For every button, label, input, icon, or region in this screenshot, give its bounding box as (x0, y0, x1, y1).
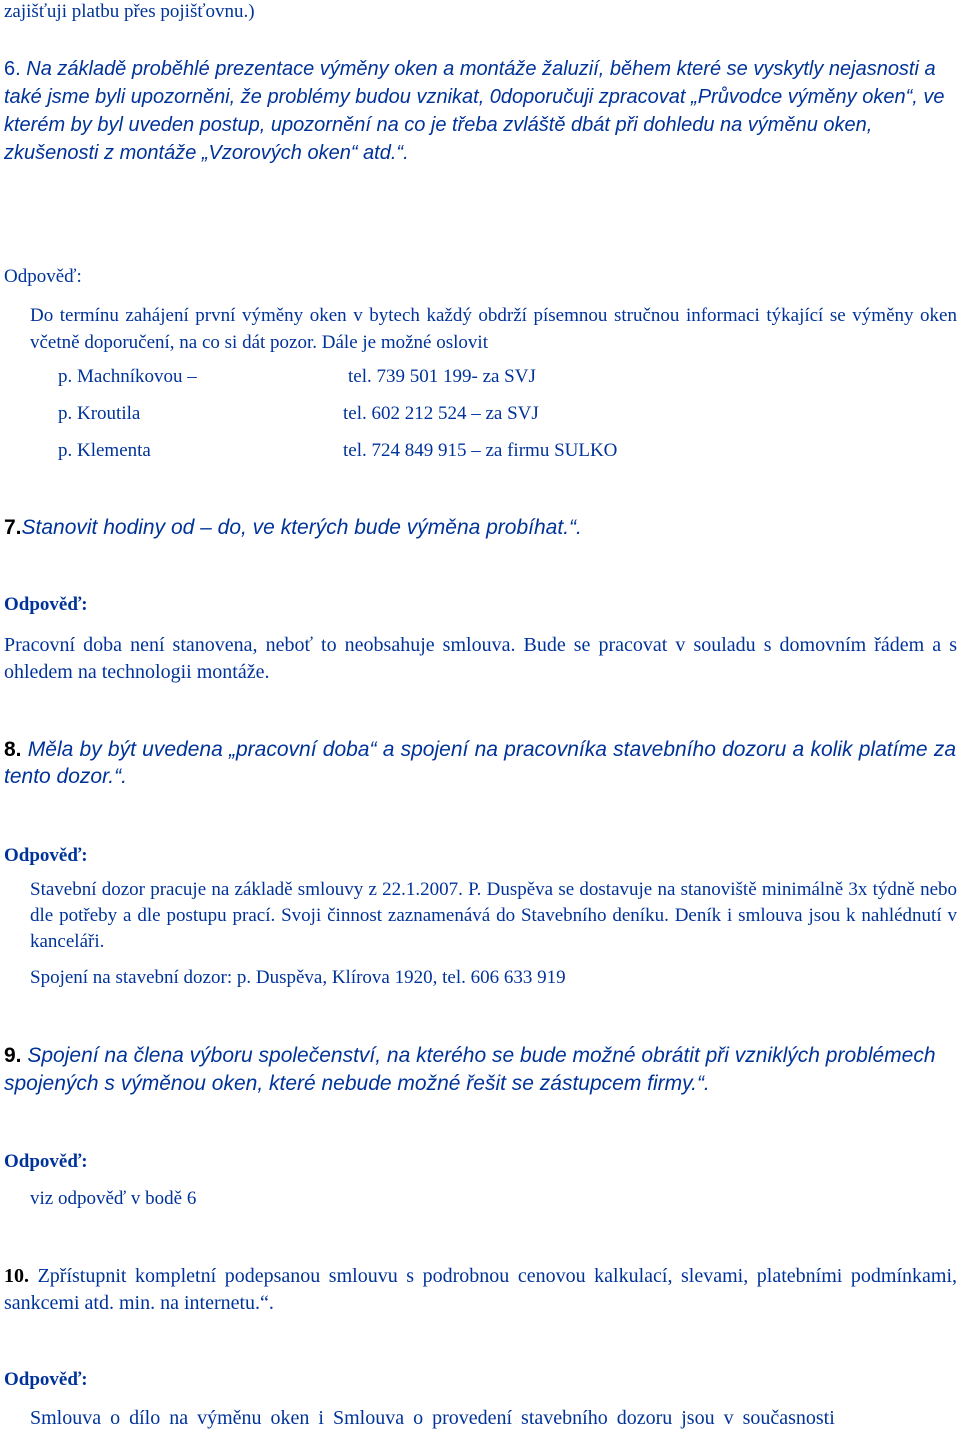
answer-8-contact: Spojení na stavební dozor: p. Duspěva, Klírova 1920, tel. 606 633 919 (30, 967, 566, 988)
answer-6-label: Odpověď: (4, 266, 82, 287)
answer-9-label: Odpověď: (4, 1151, 88, 1172)
question-6-text: Na základě proběhlé prezentace výměny oken a montáže žaluzií, během které se vyskytly nejasnosti a také jsme byli upozorněni, že problémy budou vznikat, 0doporučuji zpracovat „Průvodce výměny oken“, ve kterém by byl uveden postup, upozornění na co je třeba zvláště dbát při dohledu na výměnu oken, zkušenosti z montáže „Vzorových oken“ atd.“. (4, 58, 945, 164)
contact-phone: tel. 724 849 915 – za firmu SULKO (343, 440, 618, 461)
question-10 (4, 1263, 957, 1317)
question-6 (4, 55, 956, 167)
answer-10-text: Smlouva o dílo na výměnu oken i Smlouva o provedení stavebního dozoru jsou v současnosti (30, 1407, 835, 1429)
answer-8-label: Odpověď: (4, 845, 88, 866)
contact-name: p. Machníkovou – (58, 366, 197, 387)
answer-9-text: viz odpověď v bodě 6 (30, 1188, 197, 1209)
question-7-number: 7. (4, 516, 22, 539)
answer-6-text: Do termínu zahájení první výměny oken v bytech každý obdrží písemnou stručnou informaci týkající se výměny oken včetně doporučení, na co si dát pozor. Dále je možné oslovit (30, 305, 957, 353)
question-9 (4, 1042, 956, 1098)
answer-8-text: Stavební dozor pracuje na základě smlouvy z 22.1.2007. P. Duspěva se dostavuje na stanoviště minimálně 3x týdně nebo dle potřeby a dle postupu prací. Svoji činnost zaznamenává do Stavebního deníku. Deník i smlouva jsou k nahlédnutí v kanceláři. (30, 879, 957, 952)
question-7 (4, 514, 582, 542)
question-10-number: 10. (4, 1265, 29, 1287)
contact-phone: tel. 739 501 199- za SVJ (348, 366, 536, 387)
question-8-text: Měla by být uvedena „pracovní doba“ a spojení na pracovníka stavebního dozoru a kolik platíme za tento dozor.“. (4, 738, 957, 788)
contact-name: p. Klementa (58, 440, 151, 461)
contact-phone: tel. 602 212 524 – za SVJ (343, 403, 539, 424)
intro-tail-text: zajišťuji platbu přes pojišťovnu.) (4, 1, 255, 22)
answer-7-label: Odpověď: (4, 594, 88, 615)
question-6-number: 6. (4, 58, 21, 80)
question-7-text: Stanovit hodiny od – do, ve kterých bude výměna probíhat.“. (21, 516, 582, 539)
question-10-text: Zpřístupnit kompletní podepsanou smlouvu s podrobnou cenovou kalkulací, slevami, platebními podmínkami, sankcemi atd. min. na internetu.“. (4, 1265, 958, 1314)
question-8 (4, 736, 956, 790)
answer-10-label: Odpověď: (4, 1369, 88, 1390)
answer-7-text: Pracovní doba není stanovena, neboť to neobsahuje smlouva. Bude se pracovat v souladu s domovním řádem a s ohledem na technologii montáže. (4, 634, 957, 683)
question-9-number: 9. (4, 1044, 22, 1067)
contact-name: p. Kroutila (58, 403, 141, 424)
question-8-number: 8. (4, 738, 22, 761)
question-9-text: Spojení na člena výboru společenství, na kterého se bude možné obrátit při vzniklých problémech spojených s výměnou oken, které nebude možné řešit se zástupcem firmy.“. (4, 1044, 936, 1095)
